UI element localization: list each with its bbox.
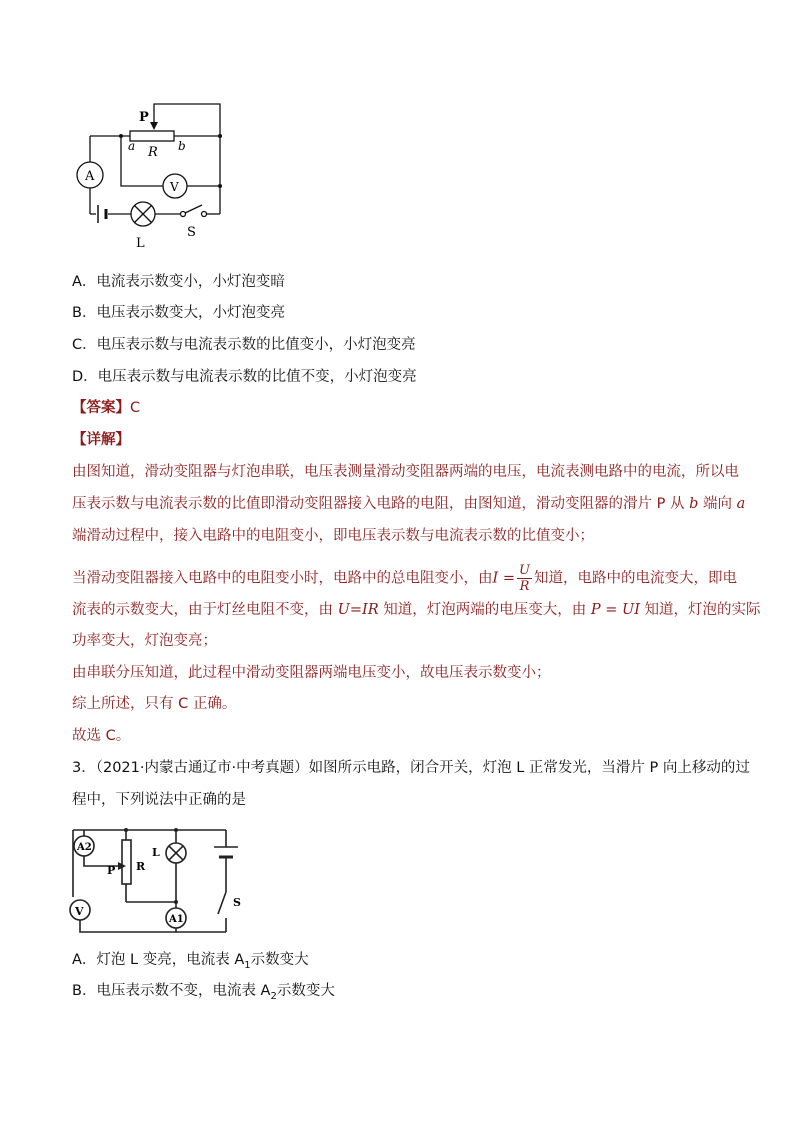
text-run: 知道，灯泡的实际 (639, 602, 761, 618)
formula-fraction (517, 563, 532, 594)
voltmeter-label: V (75, 905, 84, 918)
detail-p4: 综上所述，只有 C 正确。 (72, 696, 237, 712)
detail-p2-line2 (72, 600, 761, 620)
junction-dot (174, 828, 178, 832)
text-run: 当滑动变阻器接入电路中的电阻变小时，电路中的总电阻变小，由 (72, 570, 493, 587)
text-run: A．灯泡 L 变亮，电流表 A (72, 952, 245, 968)
ammeter1-label: A1 (169, 914, 184, 925)
fraction-numerator: U (519, 563, 530, 578)
option-b: B．电压表示数变大，小灯泡变亮 (72, 305, 285, 321)
circuit-diagram-1 (68, 98, 230, 256)
formula-power: P = UI (590, 602, 640, 618)
subscript: 1 (244, 959, 251, 971)
terminal-b-label: b (178, 139, 186, 153)
slider-label: P (139, 110, 149, 125)
subscript: 2 (270, 990, 277, 1002)
junction-dot (218, 134, 222, 138)
text-run: 知道，灯泡两端的电压变大，由 (378, 602, 591, 618)
junction-dot (174, 900, 178, 904)
answer-label: 【答案】 (72, 400, 130, 416)
text-run: 流表的示数变大，由于灯丝电阻不变，由 (72, 602, 338, 618)
detail-p2-line1 (72, 563, 737, 594)
junction-dot (218, 184, 222, 188)
text-run: 示数变大 (250, 952, 309, 968)
detail-p3: 由串联分压知道，此过程中滑动变阻器两端电压变小，故电压表示数变小； (72, 665, 551, 681)
question3-line2: 程中，下列说法中正确的是 (72, 792, 246, 808)
q3-option-a (72, 950, 309, 976)
text-run: 示数变大 (276, 983, 335, 999)
detail-label: 【详解】 (72, 432, 130, 448)
text-run: B．电压表示数不变，电流表 A (72, 983, 271, 999)
voltmeter-label: V (170, 180, 179, 194)
text-run: 压表示数与电流表示数的比值即滑动变阻器接入电路的电阻，由图知道，滑动变阻器的滑片 P 从 (72, 496, 690, 512)
option-d: D．电压表示数与电流表示数的比值不变，小灯泡变亮 (72, 369, 417, 385)
option-a: A．电流表示数变小，小灯泡变暗 (72, 274, 285, 290)
formula-lhs: I = (492, 570, 515, 587)
question3-line1: 3．（2021·内蒙古通辽市·中考真题）如图所示电路，闭合开关，灯泡 L 正常发光，当滑片 P 向上移动的过 (72, 760, 750, 776)
formula-ohm: U=IR (337, 602, 379, 618)
detail-p1-line2 (72, 494, 745, 514)
fraction-denominator: R (519, 579, 530, 594)
junction-dot (124, 828, 128, 832)
answer-line (72, 398, 140, 418)
variable-a: a (736, 496, 746, 512)
detail-p1-line3: 端滑动过程中，接入电路中的电阻变小，即电压表示数与电流表示数的比值变小； (72, 528, 594, 544)
rheostat-label: R (148, 145, 158, 160)
ammeter-label: A (85, 169, 95, 184)
variable-b: b (689, 496, 699, 512)
circuit-diagram-2 (68, 822, 250, 940)
q3-option-b (72, 981, 335, 1007)
ammeter2-label: A2 (77, 842, 92, 853)
switch-label: S (187, 225, 196, 240)
answer-value: C (130, 400, 141, 416)
rheostat-label: R (136, 860, 146, 873)
detail-p2-line3: 功率变大，灯泡变亮； (72, 633, 217, 649)
slider-label: P (107, 864, 116, 877)
text-run: 知道，电路中的电流变大，即电 (533, 570, 737, 587)
detail-p1-line1: 由图知道，滑动变阻器与灯泡串联，电压表测量滑动变阻器两端的电压，电流表测电路中的电流，所以电 (72, 464, 739, 480)
switch-label: S (233, 896, 241, 909)
terminal-a-label: a (128, 139, 136, 153)
lamp-label: L (136, 236, 145, 251)
lamp-label: L (152, 846, 160, 859)
detail-p5: 故选 C。 (72, 728, 131, 744)
junction-dot (119, 134, 123, 138)
option-c: C．电压表示数与电流表示数的比值变小，小灯泡变亮 (72, 337, 416, 353)
text-run: 端向 (698, 496, 737, 512)
